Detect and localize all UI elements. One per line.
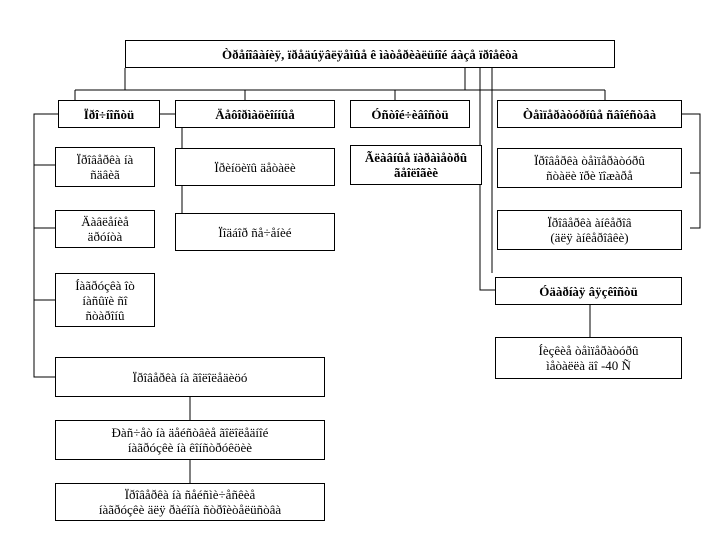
item-box-g3: Ïðîâåðêà íà ñåéñìè÷åñêèå íàãðóçêè äëÿ ðàéîíà ñòðîèòåëüñòâà <box>55 483 325 521</box>
item-box-u1: Ãëàâíûå ïàðàìåòðû ãåîëîãèè <box>350 145 482 185</box>
item-box-d1: Ïðèíöèïû äåòàëè <box>175 148 335 186</box>
item-box-d2: Ïîäáîð ñå÷åíèé <box>175 213 335 251</box>
item-box-p1: Ïðîâåðêà íà ñäâèã <box>55 147 155 187</box>
category-box-ustoychivost: Óñòîé÷èâîñòü <box>350 100 470 128</box>
item-box-t4: Íèçêèå òåìïåðàòóðû ìåòàëëà äî -40 Ñ <box>495 337 682 379</box>
item-box-t2: Ïðîâåðêà àíêåðîâ (äëÿ àíêåðîâêè) <box>497 210 682 250</box>
item-box-t1: Ïðîâåðêà òåìïåðàòóðû ñòàëè ïðè ïîæàðå <box>497 148 682 188</box>
item-box-t3: Óäàðíàÿ âÿçêîñòü <box>495 277 682 305</box>
item-box-p2: Äàâëåíèå äðóíòà <box>55 210 155 248</box>
item-box-p3: Íàãðóçêà îò íàñûïè ñî ñòàðîíû <box>55 273 155 327</box>
item-box-g2: Ðàñ÷åò íà äåéñòâèå ãîëîëåäíîé íàãðóçêè íà êîíñòðóêöèè <box>55 420 325 460</box>
category-box-temperaturnye: Òåìïåðàòóðíûå ñâîéñòâà <box>497 100 682 128</box>
root-box: Òðåíîâàíèÿ, ïðåäúÿâëÿåìûå ê ìàòåðèàëüíîé áàçå ïðîåêòà <box>125 40 615 68</box>
item-box-g1: Ïðîâåðêà íà ãîëîëåäèöó <box>55 357 325 397</box>
category-box-prochnost: Ïðî÷íîñòü <box>58 100 160 128</box>
category-box-deformacii: Äåôîðìàöèîííûå <box>175 100 335 128</box>
